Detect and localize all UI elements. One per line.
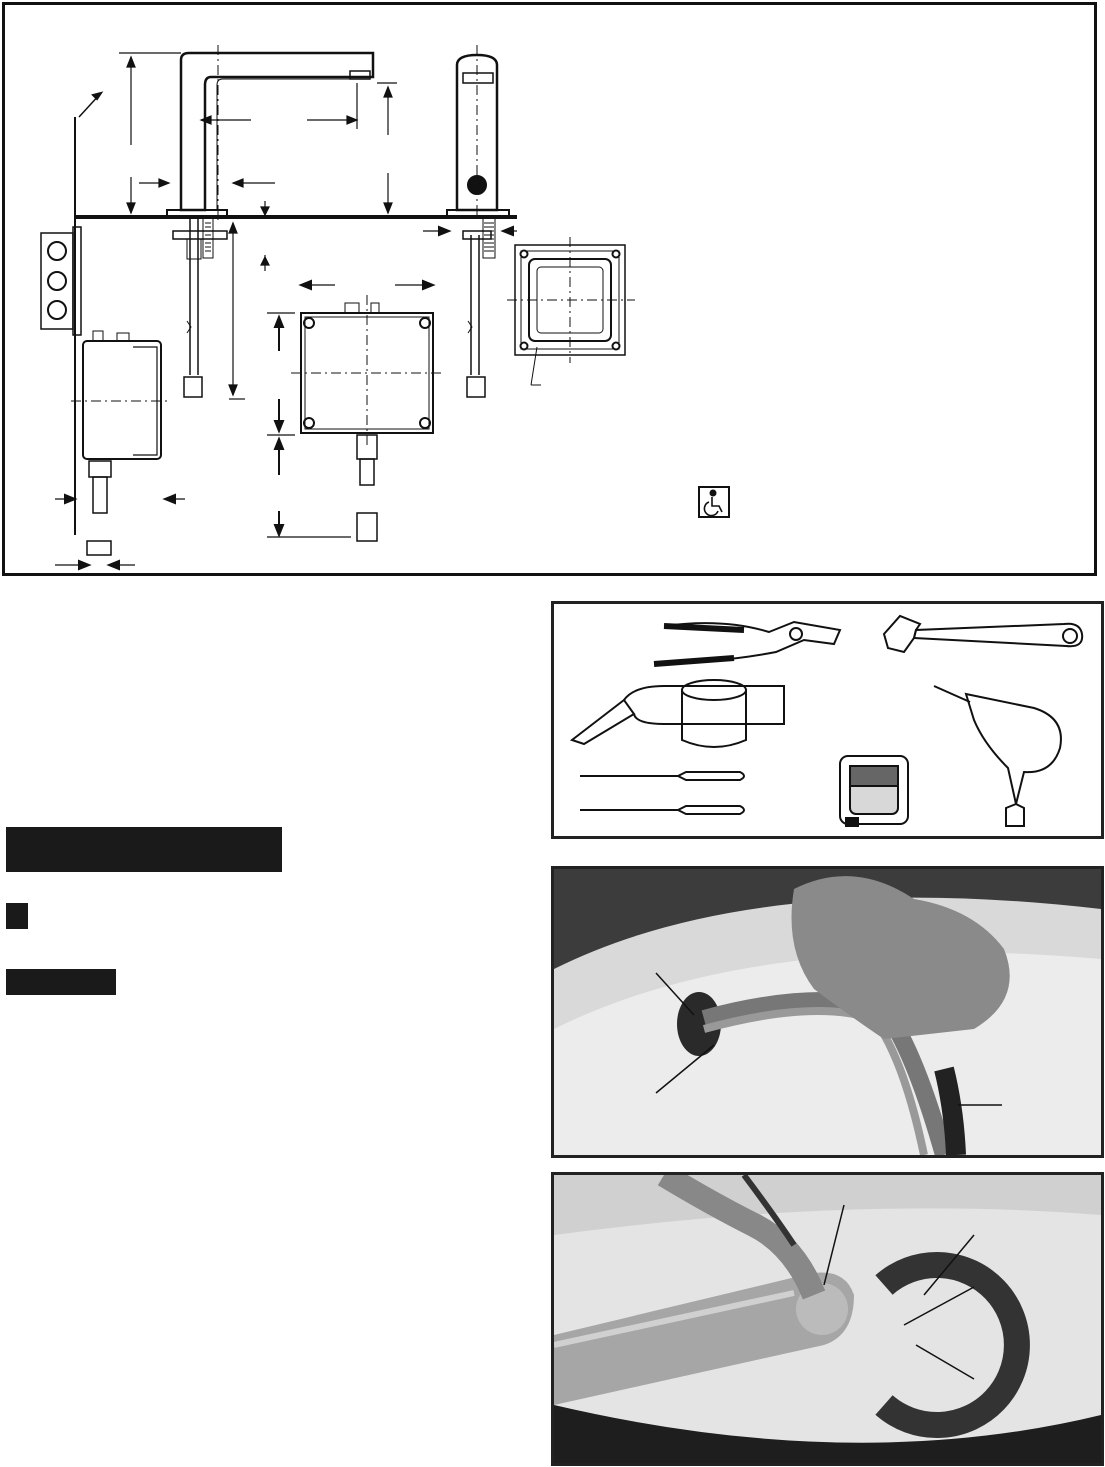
sealant-tape-icon bbox=[572, 680, 784, 747]
installation-section-title bbox=[6, 839, 16, 859]
mounting-template bbox=[507, 237, 635, 385]
required-tools-panel bbox=[551, 601, 1104, 839]
hose-insertion-photo bbox=[551, 866, 1104, 1158]
installation-section-header bbox=[6, 827, 282, 872]
screwdriver-icon bbox=[580, 772, 744, 814]
drill-icon bbox=[934, 686, 1061, 826]
step-number-badge bbox=[6, 903, 28, 929]
wrench-tightening-photo bbox=[551, 1172, 1104, 1466]
adjustable-wrench-icon bbox=[884, 616, 1082, 652]
control-box-front bbox=[267, 281, 441, 541]
note-label-bar bbox=[6, 969, 116, 995]
faucet-front-view bbox=[423, 45, 517, 397]
dimension-drawing-frame bbox=[2, 2, 1097, 576]
pliers-icon bbox=[654, 622, 840, 664]
faucet-dimension-drawing bbox=[5, 5, 1100, 579]
tools-illustration bbox=[554, 604, 1101, 836]
tape-measure-icon bbox=[840, 756, 908, 826]
wheelchair-accessibility-icon bbox=[699, 487, 729, 517]
faucet-side-view bbox=[167, 45, 373, 397]
